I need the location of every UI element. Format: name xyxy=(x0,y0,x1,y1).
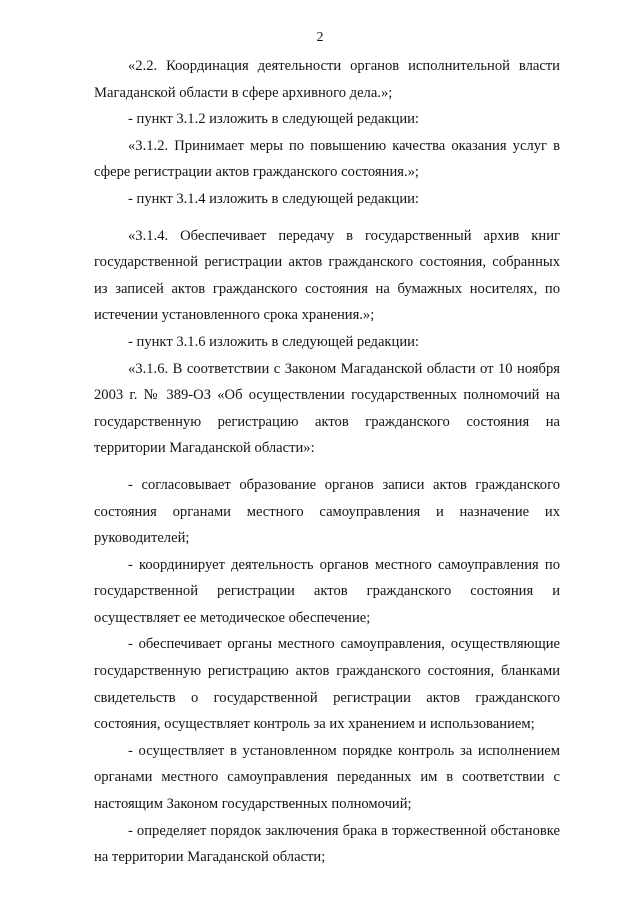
list-item-controls-execution: - осуществляет в установленном порядке контроль за исполнением органами местного самоуправления переданных им в соответствии с настоящим Законом государственных полномочий; xyxy=(94,742,560,813)
document-body xyxy=(94,53,560,871)
paragraph-3-1-2: «3.1.2. Принимает меры по повышению качества оказания услуг в сфере регистрации актов гражданского состояния.»; xyxy=(94,137,560,181)
paragraph-3-1-6: «3.1.6. В соответствии с Законом Магаданской области от 10 ноября 2003 г. № 389-ОЗ «Об осуществлении государственных полномочий на государственную регистрацию актов гражданского состояния на территории Магаданской области»: xyxy=(94,360,560,457)
paragraph-item-3-1-2-intro: - пункт 3.1.2 изложить в следующей редакции: xyxy=(128,111,419,128)
list-item-agrees-formation: - согласовывает образование органов записи актов гражданского состояния органами местного самоуправления и назначение их руководителей; xyxy=(94,476,560,547)
list-item-provides-forms: - обеспечивает органы местного самоуправления, осуществляющие государственную регистрацию актов гражданского состояния, бланками свидетельств о государственной регистрации актов гражданского состояния, осуществляет контроль за их хранением и использованием; xyxy=(94,636,560,733)
paragraph-item-3-1-6-intro: - пункт 3.1.6 изложить в следующей редакции: xyxy=(128,333,419,350)
paragraph-item-3-1-4-intro: - пункт 3.1.4 изложить в следующей редакции: xyxy=(128,190,419,207)
paragraph-3-1-4: «3.1.4. Обеспечивает передачу в государственный архив книг государственной регистрации актов гражданского состояния, собранных из записей актов гражданского состояния на бумажных носителях, по истечении установленного срока хранения.»; xyxy=(94,227,560,324)
list-item-coordinates-activity: - координирует деятельность органов местного самоуправления по государственной регистрации актов гражданского состояния и осуществляет ее методическое обеспечение; xyxy=(94,556,560,626)
paragraph-2-2: «2.2. Координация деятельности органов исполнительной власти Магаданской области в сфере архивного дела.»; xyxy=(94,58,560,101)
page-number: 2 xyxy=(316,30,324,45)
list-item-marriage-procedure: - определяет порядок заключения брака в торжественной обстановке на территории Магаданской области; xyxy=(94,822,560,866)
